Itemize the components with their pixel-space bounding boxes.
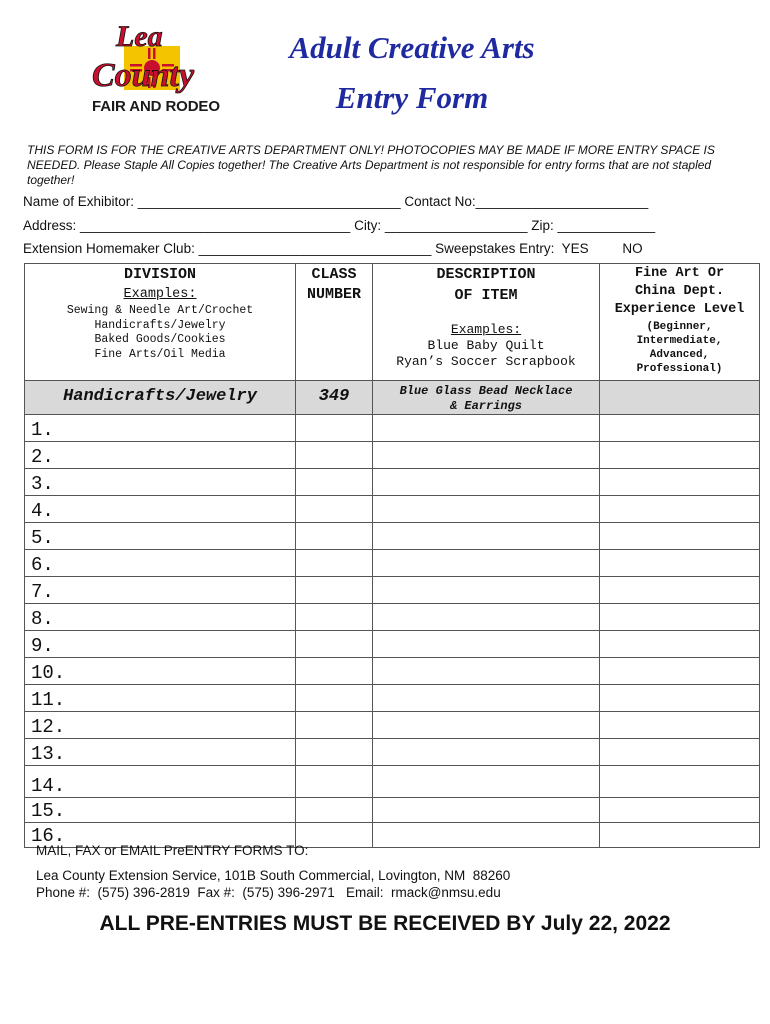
entry-rows: [25, 415, 760, 848]
entry-level-cell[interactable]: [600, 823, 760, 848]
fineart-title: Fine Art Or: [634, 266, 725, 281]
entry-division-cell[interactable]: 11.: [25, 685, 296, 712]
division-header: [25, 264, 296, 381]
entry-division-cell[interactable]: 7.: [25, 577, 296, 604]
example-description: [373, 381, 600, 415]
entry-division-cell[interactable]: 16.: [25, 823, 296, 848]
description-title: DESCRIPTION: [436, 266, 536, 283]
entry-description-cell[interactable]: [373, 415, 600, 442]
experience-option: Professional): [636, 363, 723, 375]
entry-class-cell[interactable]: [296, 469, 373, 496]
entry-row: [25, 577, 760, 604]
logo-text-county: County: [92, 57, 195, 94]
form-subtitle: Entry Form: [335, 80, 489, 115]
entry-row: [25, 631, 760, 658]
entry-division-cell[interactable]: 3.: [25, 469, 296, 496]
entry-level-cell[interactable]: [600, 685, 760, 712]
entry-division-cell[interactable]: 4.: [25, 496, 296, 523]
entry-row: [25, 798, 760, 823]
entry-division-cell[interactable]: 5.: [25, 523, 296, 550]
entry-class-cell[interactable]: [296, 496, 373, 523]
entry-level-cell[interactable]: [600, 469, 760, 496]
description-example: Ryan’s Soccer Scrapbook: [396, 354, 576, 369]
address-city-zip-line[interactable]: Address: ____________________________________ City: ___________________ Zip: _____________: [23, 218, 656, 233]
entry-description-cell[interactable]: [373, 685, 600, 712]
example-level: [600, 381, 760, 415]
entry-level-cell[interactable]: [600, 798, 760, 823]
entry-division-cell[interactable]: 14.: [25, 766, 296, 798]
entry-row: [25, 712, 760, 739]
experience-option: Intermediate,: [636, 335, 723, 347]
entry-description-cell[interactable]: [373, 577, 600, 604]
example-division: Handicrafts/Jewelry: [25, 381, 296, 415]
entry-description-cell[interactable]: [373, 604, 600, 631]
class-number-title: NUMBER: [306, 286, 361, 303]
example-description-line: Blue Glass Bead Necklace: [399, 384, 573, 398]
fineart-title: China Dept.: [634, 284, 725, 299]
entry-row: [25, 550, 760, 577]
form-title: Adult Creative Arts: [289, 30, 535, 65]
entry-description-cell[interactable]: [373, 469, 600, 496]
division-example: Baked Goods/Cookies: [94, 333, 226, 346]
entry-description-cell[interactable]: [373, 823, 600, 848]
entry-row: [25, 496, 760, 523]
entry-level-cell[interactable]: [600, 523, 760, 550]
contact-info: Phone #: (575) 396-2819 Fax #: (575) 396-2971 Email: rmack@nmsu.edu: [36, 885, 501, 900]
entry-level-cell[interactable]: [600, 415, 760, 442]
entry-division-cell[interactable]: 12.: [25, 712, 296, 739]
entry-class-cell[interactable]: [296, 550, 373, 577]
experience-level-header: [600, 264, 760, 381]
entry-row: [25, 469, 760, 496]
exhibitor-contact-line[interactable]: Name of Exhibitor: ___________________________________ Contact No:_______________________: [23, 194, 649, 209]
entry-level-cell[interactable]: [600, 631, 760, 658]
fineart-title: Experience Level: [614, 302, 745, 317]
class-title: CLASS: [311, 266, 357, 283]
entry-description-cell[interactable]: [373, 631, 600, 658]
division-example: Sewing & Needle Art/Crochet: [66, 304, 254, 317]
example-row: [25, 381, 760, 415]
entry-level-cell[interactable]: [600, 712, 760, 739]
entry-class-cell[interactable]: [296, 712, 373, 739]
entry-row: [25, 658, 760, 685]
entry-description-cell[interactable]: [373, 739, 600, 766]
entry-division-cell[interactable]: 1.: [25, 415, 296, 442]
entry-class-cell[interactable]: [296, 631, 373, 658]
entry-description-cell[interactable]: [373, 766, 600, 798]
entry-level-cell[interactable]: [600, 766, 760, 798]
entry-description-cell[interactable]: [373, 442, 600, 469]
entry-description-cell[interactable]: [373, 550, 600, 577]
logo-text-lea: Lea: [116, 20, 163, 53]
entry-class-cell[interactable]: [296, 604, 373, 631]
entry-level-cell[interactable]: [600, 577, 760, 604]
entry-table: [24, 263, 760, 848]
description-examples-label: Examples:: [450, 322, 522, 337]
division-example: Handicrafts/Jewelry: [94, 318, 226, 332]
experience-option: Advanced,: [649, 349, 710, 361]
entry-division-cell[interactable]: 10.: [25, 658, 296, 685]
entry-division-cell[interactable]: 2.: [25, 442, 296, 469]
entry-division-cell[interactable]: 6.: [25, 550, 296, 577]
entry-class-cell[interactable]: [296, 577, 373, 604]
entry-level-cell[interactable]: [600, 604, 760, 631]
entry-division-cell[interactable]: 15.: [25, 798, 296, 823]
entry-level-cell[interactable]: [600, 496, 760, 523]
entry-description-cell[interactable]: [373, 798, 600, 823]
entry-level-cell[interactable]: [600, 658, 760, 685]
entry-level-cell[interactable]: [600, 442, 760, 469]
division-example: Fine Arts/Oil Media: [94, 347, 226, 361]
entry-description-cell[interactable]: [373, 496, 600, 523]
division-title: DIVISION: [123, 266, 196, 283]
entry-division-cell[interactable]: 9.: [25, 631, 296, 658]
entry-row: [25, 604, 760, 631]
entry-row: [25, 415, 760, 442]
entry-level-cell[interactable]: [600, 739, 760, 766]
extension-address: Lea County Extension Service, 101B South Commercial, Lovington, NM 88260: [36, 868, 511, 883]
description-header: [373, 264, 600, 381]
homemaker-sweepstakes-line[interactable]: Extension Homemaker Club: _______________________________ Sweepstakes Entry: YES NO: [23, 241, 643, 256]
entry-description-cell[interactable]: [373, 658, 600, 685]
entry-row: [25, 766, 760, 798]
entry-division-cell[interactable]: 8.: [25, 604, 296, 631]
notice-text: THIS FORM IS FOR THE CREATIVE ARTS DEPARTMENT ONLY! PHOTOCOPIES MAY BE MADE IF MORE ENTRY SPACE IS NEEDED. Please Staple All Copies together! The Creative Arts Department is not responsible for entry forms that are not stapled together!: [27, 143, 715, 187]
entry-class-cell[interactable]: [296, 739, 373, 766]
entry-class-cell[interactable]: [296, 766, 373, 798]
mail-instructions: MAIL, FAX or EMAIL PreENTRY FORMS TO:: [36, 843, 309, 858]
table-header-row: [25, 264, 760, 381]
division-examples-label: Examples:: [123, 287, 197, 302]
of-item-title: OF ITEM: [454, 287, 518, 304]
entry-description-cell[interactable]: [373, 523, 600, 550]
entry-class-cell[interactable]: [296, 658, 373, 685]
description-example: Blue Baby Quilt: [427, 338, 545, 353]
experience-option: (Beginner,: [646, 321, 713, 333]
entry-class-cell[interactable]: [296, 442, 373, 469]
entry-class-cell[interactable]: [296, 415, 373, 442]
class-number-header: [296, 264, 373, 381]
entry-row: [25, 739, 760, 766]
deadline-notice: ALL PRE-ENTRIES MUST BE RECEIVED BY July 22, 2022: [99, 912, 671, 935]
entry-row: [25, 442, 760, 469]
logo-text-fair: FAIR AND RODEO: [92, 98, 220, 115]
entry-division-cell[interactable]: 13.: [25, 739, 296, 766]
example-class: 349: [296, 381, 373, 415]
entry-level-cell[interactable]: [600, 550, 760, 577]
entry-class-cell[interactable]: [296, 798, 373, 823]
lea-county-fair-logo: [86, 20, 226, 116]
entry-class-cell[interactable]: [296, 685, 373, 712]
example-description-line: & Earrings: [449, 399, 522, 413]
entry-description-cell[interactable]: [373, 712, 600, 739]
entry-row: [25, 523, 760, 550]
entry-row: [25, 685, 760, 712]
entry-class-cell[interactable]: [296, 523, 373, 550]
